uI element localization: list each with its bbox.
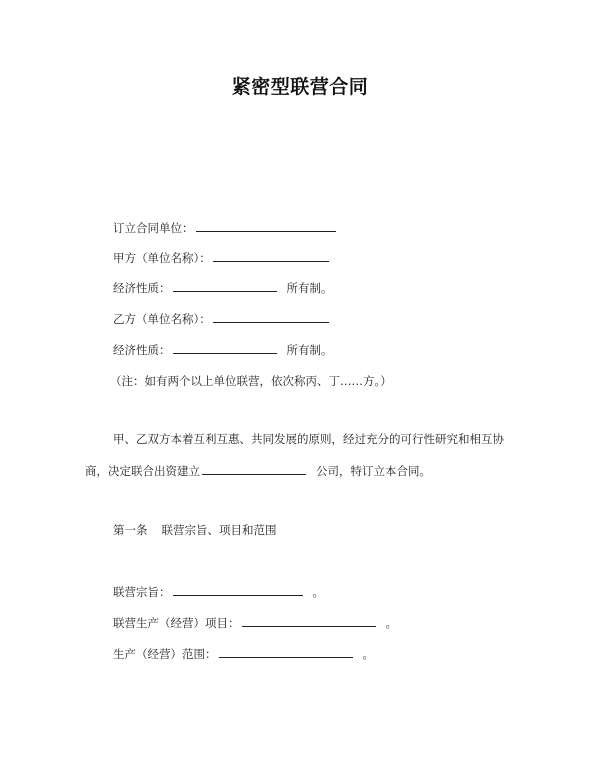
ownership-a-suffix: 所有制。 — [286, 281, 333, 295]
purpose-line — [113, 583, 324, 600]
project-line — [113, 614, 397, 631]
ownership-b-line — [113, 341, 333, 358]
purpose-end: 。 — [312, 585, 324, 599]
preamble-line-2 — [85, 462, 431, 479]
article1-heading-text: 联营宗旨、项目和范围 — [161, 523, 277, 537]
party-b-line — [113, 310, 331, 327]
ownership-b-blank — [173, 341, 277, 354]
party-b-blank — [213, 310, 329, 323]
preamble-prefix: 商，决定联合出资建立 — [85, 464, 200, 478]
scope-label: 生产（经营）范围： — [113, 647, 217, 661]
company-name-blank — [202, 462, 306, 475]
party-a-line — [113, 249, 331, 266]
contract-unit-label: 订立合同单位： — [113, 221, 194, 235]
ownership-a-line — [113, 279, 333, 296]
article1-number: 第一条 — [113, 523, 148, 537]
scope-end: 。 — [362, 647, 374, 661]
preamble-line-1: 甲、乙双方本着互利互惠、共同发展的原则，经过充分的可行性研究和相互协 — [113, 432, 504, 446]
preamble-suffix: 公司，特订立本合同。 — [316, 464, 431, 478]
ownership-a-blank — [173, 279, 277, 292]
purpose-blank — [173, 583, 303, 596]
article1-heading — [113, 522, 277, 538]
note-line: （注：如有两个以上单位联营，依次称丙、丁……方。） — [110, 374, 392, 388]
contract-unit-blank — [196, 219, 336, 232]
scope-line — [113, 645, 374, 662]
ownership-b-label: 经济性质： — [113, 343, 171, 357]
party-a-label: 甲方（单位名称）： — [113, 251, 211, 265]
document-title: 紧密型联营合同 — [231, 76, 369, 98]
party-a-blank — [213, 249, 329, 262]
ownership-b-suffix: 所有制。 — [286, 343, 333, 357]
contract-unit-line — [113, 219, 338, 236]
purpose-label: 联营宗旨： — [113, 585, 171, 599]
ownership-a-label: 经济性质： — [113, 281, 171, 295]
project-blank — [242, 614, 376, 627]
project-end: 。 — [385, 616, 397, 630]
party-b-label: 乙方（单位名称）： — [113, 312, 211, 326]
scope-blank — [219, 645, 353, 658]
project-label: 联营生产（经营）项目： — [113, 616, 240, 630]
